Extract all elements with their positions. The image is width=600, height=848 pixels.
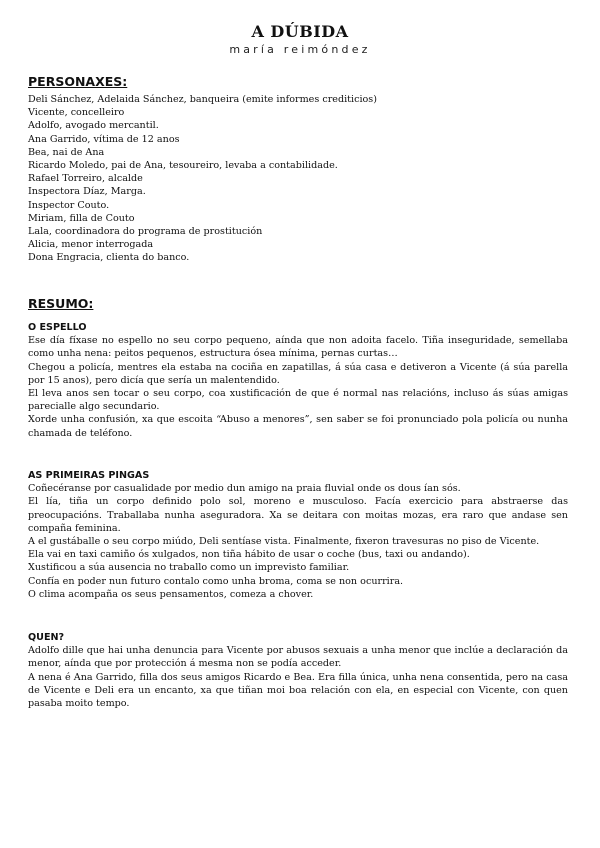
paragraph: Ela vai en taxi camiño ós xulgados, non tiña hábito de usar o coche (bus, taxi ou andando). — [28, 549, 470, 561]
paragraph: A nena é Ana Garrido, filla dos seus amigos Ricardo e Bea. Era filla única, unha nena consentida, pero na casa de Vicente e Deli era un encanto, xa que tiñan moi boa relación con ela, en especial con Vicente, con quen pasaba moito tempo. — [28, 671, 568, 710]
character-item: Rafael Torreiro, alcalde — [28, 173, 143, 185]
paragraph: Coñecéranse por casualidade por medio dun amigo na praia fluvial onde os dous ían sós. — [28, 483, 461, 495]
character-item: Alicia, menor interrogada — [28, 239, 154, 251]
character-item: Adolfo, avogado mercantil. — [28, 120, 159, 132]
character-item: Vicente, concelleiro — [28, 107, 125, 119]
paragraph: Ese día fíxase no espello no seu corpo pequeno, aínda que non adoita facelo. Tiña inseguridade, semellaba como unha nena: peitos pequenos, estructura ósea mínima, pernas curtas… — [28, 335, 568, 360]
section-primeiras-pingas — [28, 469, 568, 601]
paragraph: A el gustáballe o seu corpo miúdo, Deli sentíase vista. Finalmente, fixeron travesuras no piso de Vicente. — [28, 536, 540, 548]
character-item: Lala, coordinadora do programa de prostitución — [28, 226, 263, 238]
section-title: AS PRIMEIRAS PINGAS — [28, 470, 150, 481]
paragraph: Xorde unha confusión, xa que escoita “Abuso a menores”, sen saber se foi pronunciado pola policía ou nunha chamada de teléfono. — [28, 414, 568, 439]
paragraph: Chegou a policía, mentres ela estaba na cociña en zapatillas, á súa casa e detiveron a Vicente (á súa parella por 15 anos), pero dicía que sería un malentendido. — [28, 361, 568, 386]
section-title: QUEN? — [28, 632, 65, 643]
section-title: O ESPELLO — [28, 322, 87, 333]
character-item: Inspector Couto. — [28, 199, 110, 211]
paragraph: Confía en poder nun futuro contalo como unha broma, coma se non ocurrira. — [28, 575, 404, 587]
summary-heading: RESUMO: — [28, 296, 94, 311]
characters-section — [28, 74, 568, 265]
character-item: Dona Engracia, clienta do banco. — [28, 252, 190, 264]
paragraph: Adolfo dille que hai unha denuncia para Vicente por abusos sexuais a unha menor que inclúe a declaración da menor, aínda que por protección á mesma non se podía acceder. — [28, 645, 568, 670]
paragraph: O clima acompaña os seus pensamentos, comeza a chover. — [28, 588, 314, 600]
paragraph: El lía, tiña un corpo definido polo sol, moreno e musculoso. Facía exercicio para abstraerse das preocupacións. Traballaba nunha aseguradora. Xa se deitara con moitas mozas, era raro que andase sen compaña feminina. — [28, 496, 568, 534]
characters-heading: PERSONAXES: — [28, 74, 128, 89]
document-title: A DÚBIDA — [251, 22, 349, 41]
character-item: Deli Sánchez, Adelaida Sánchez, banqueira (emite informes crediticios) — [28, 94, 377, 105]
character-item: Bea, nai de Ana — [28, 146, 105, 158]
summary-heading-block — [28, 296, 568, 315]
section-quen — [28, 631, 568, 710]
character-item: Ana Garrido, vítima de 12 anos — [28, 133, 180, 145]
character-item: Miriam, filla de Couto — [28, 212, 135, 224]
section-espello — [28, 321, 568, 440]
paragraph: Xustificou a súa ausencia no traballo como un imprevisto familiar. — [28, 562, 350, 574]
paragraph: El leva anos sen tocar o seu corpo, coa xustificación de que é normal nas relacións, incluso ás súas amigas parecialle algo secundario. — [28, 388, 568, 413]
character-item: Ricardo Moledo, pai de Ana, tesoureiro, levaba a contabilidade. — [28, 160, 338, 172]
author-name: maría reimóndez — [229, 43, 371, 56]
character-item: Inspectora Díaz, Marga. — [28, 186, 146, 198]
